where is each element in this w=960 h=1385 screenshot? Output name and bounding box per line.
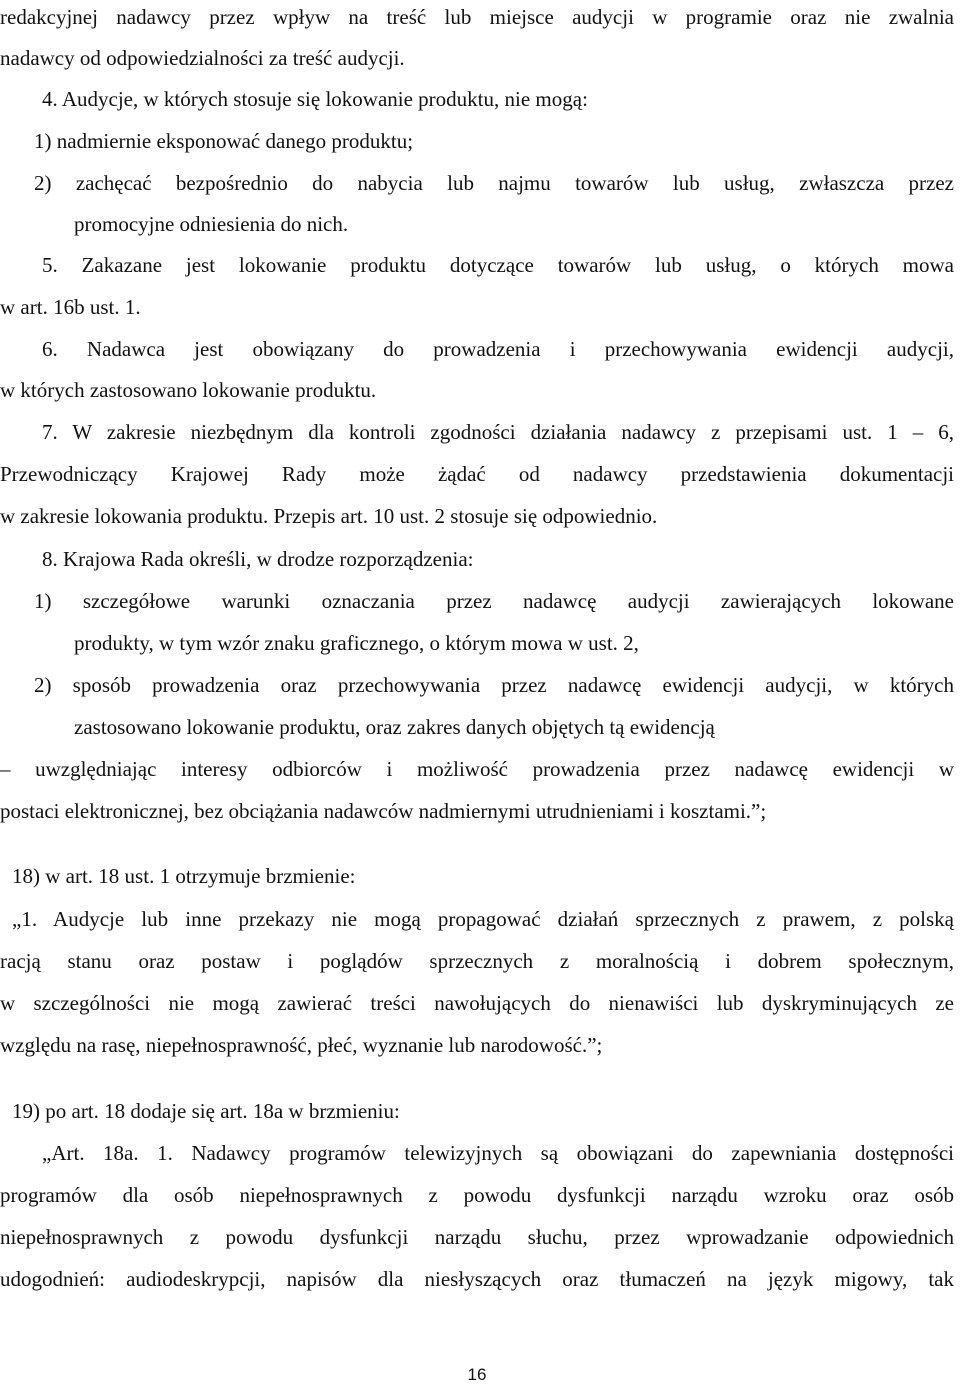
- text-line: w art. 16b ust. 1.: [0, 295, 141, 319]
- text-line: „Art. 18a. 1. Nadawcy programów telewizyjnych są obowiązani do zapewniania dostępności: [42, 1141, 954, 1165]
- text-line: nadawcy od odpowiedzialności za treść audycji.: [0, 46, 405, 70]
- list-item: 1) szczegółowe warunki oznaczania przez nadawcę audycji zawierających lokowane: [34, 589, 954, 613]
- text-line: programów dla osób niepełnosprawnych z powodu dysfunkcji narządu wzroku oraz osób: [0, 1183, 954, 1207]
- list-item: 1) nadmiernie eksponować danego produktu;: [34, 129, 414, 153]
- text-line: – uwzględniając interesy odbiorców i możliwość prowadzenia przez nadawcę ewidencji w: [0, 757, 954, 781]
- text-line: produkty, w tym wzór znaku graficznego, o którym mowa w ust. 2,: [74, 631, 639, 655]
- text-line: postaci elektronicznej, bez obciążania nadawców nadmiernymi utrudnieniami i kosztami.”;: [0, 799, 767, 823]
- list-item: 2) sposób prowadzenia oraz przechowywania przez nadawcę ewidencji audycji, w których: [34, 673, 954, 697]
- text-line: 4. Audycje, w których stosuje się lokowanie produktu, nie mogą:: [42, 87, 588, 111]
- text-line: zastosowano lokowanie produktu, oraz zakres danych objętych tą ewidencją: [74, 715, 715, 739]
- text-line: racją stanu oraz postaw i poglądów sprzecznych z moralnością i dobrem społecznym,: [0, 949, 954, 973]
- text-line: 8. Krajowa Rada określi, w drodze rozporządzenia:: [42, 547, 474, 571]
- text-line: 7. W zakresie niezbędnym dla kontroli zgodności działania nadawcy z przepisami ust. 1 – 6,: [42, 420, 954, 444]
- page-number: 16: [467, 1365, 487, 1384]
- text-line: 6. Nadawca jest obowiązany do prowadzenia i przechowywania ewidencji audycji,: [42, 337, 954, 361]
- text-line: Przewodniczący Krajowej Rady może żądać od nadawcy przedstawienia dokumentacji: [0, 462, 954, 486]
- text-line: w których zastosowano lokowanie produktu.: [0, 378, 377, 402]
- list-item: 18) w art. 18 ust. 1 otrzymuje brzmienie:: [12, 864, 356, 888]
- text-line: redakcyjnej nadawcy przez wpływ na treść lub miejsce audycji w programie oraz nie zwalnia: [0, 5, 954, 29]
- text-line: względu na rasę, niepełnosprawność, płeć, wyznanie lub narodowość.”;: [0, 1033, 603, 1057]
- text-line: „1. Audycje lub inne przekazy nie mogą propagować działań sprzecznych z prawem, z polską: [12, 907, 954, 931]
- text-line: w szczególności nie mogą zawierać treści nawołujących do nienawiści lub dyskryminujących ze: [0, 991, 954, 1015]
- text-line: niepełnosprawnych z powodu dysfunkcji narządu słuchu, przez wprowadzanie odpowiednich: [0, 1225, 954, 1249]
- list-item: 19) po art. 18 dodaje się art. 18a w brzmieniu:: [12, 1099, 400, 1123]
- list-item: 2) zachęcać bezpośrednio do nabycia lub najmu towarów lub usług, zwłaszcza przez: [34, 171, 954, 195]
- text-line: w zakresie lokowania produktu. Przepis art. 10 ust. 2 stosuje się odpowiednio.: [0, 504, 658, 528]
- text-line: udogodnień: audiodeskrypcji, napisów dla niesłyszących oraz tłumaczeń na język migowy, tak: [0, 1267, 954, 1291]
- text-line: 5. Zakazane jest lokowanie produktu dotyczące towarów lub usług, o których mowa: [42, 253, 954, 277]
- text-line: promocyjne odniesienia do nich.: [74, 212, 349, 236]
